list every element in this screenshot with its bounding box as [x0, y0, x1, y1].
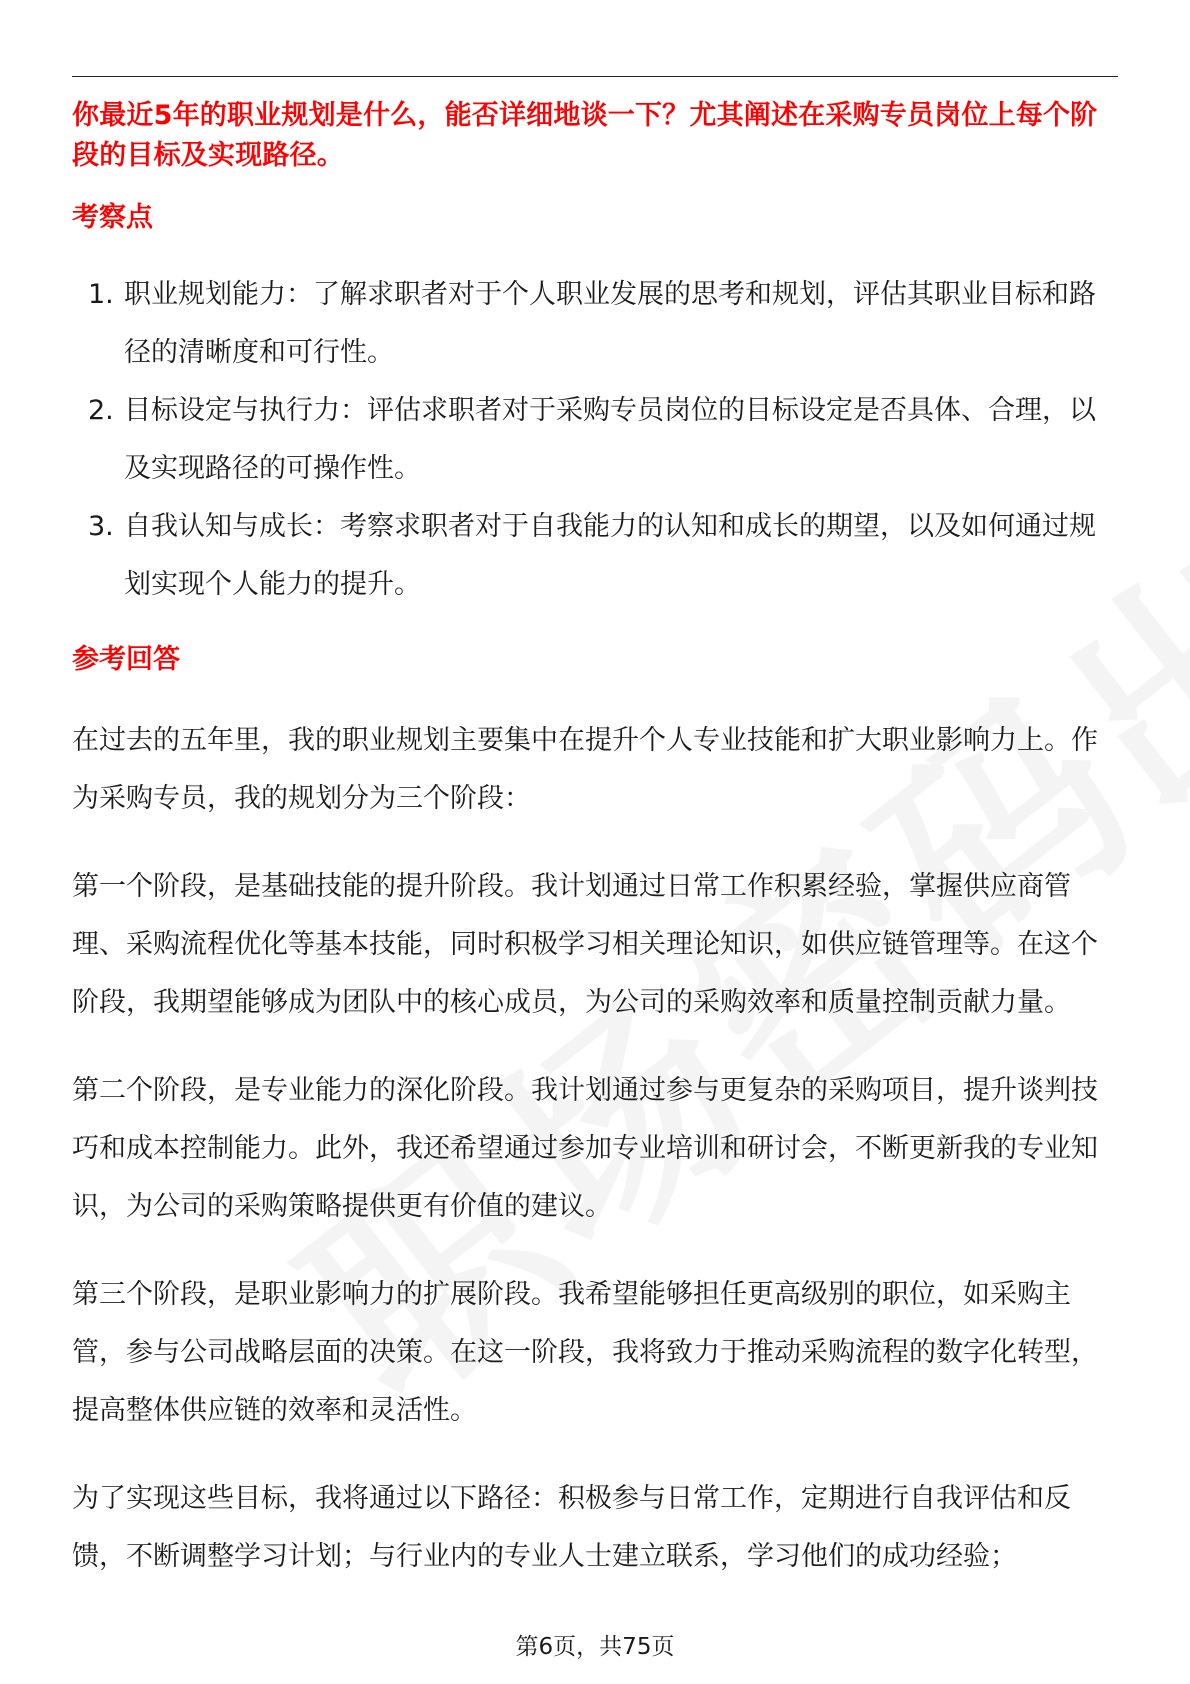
answer-paragraph: 第二个阶段，是专业能力的深化阶段。我计划通过参与更复杂的采购项目，提升谈判技巧和成本控制能力。此外，我还希望通过参加专业培训和研讨会，不断更新我的专业知识，为公司的采购策略提供更有价值的建议。 [72, 1075, 1098, 1222]
assessment-points-list [72, 266, 1118, 614]
assessment-point [72, 498, 1118, 614]
answer-section-title: 参考回答 [72, 644, 180, 675]
point-number: 1. [88, 279, 114, 310]
answer-paragraph: 第三个阶段，是职业影响力的扩展阶段。我希望能够担任更高级别的职位，如采购主管，参与公司战略层面的决策。在这一阶段，我将致力于推动采购流程的数字化转型，提高整体供应链的效率和灵活性。 [72, 1279, 1098, 1426]
answer-paragraph: 第一个阶段，是基础技能的提升阶段。我计划通过日常工作积累经验，掌握供应商管理、采购流程优化等基本技能，同时积极学习相关理论知识，如供应链管理等。在这个阶段，我期望能够成为团队中的核心成员，为公司的采购效率和质量控制贡献力量。 [72, 871, 1098, 1018]
top-divider [72, 76, 1118, 77]
point-text: 职业规划能力：了解求职者对于个人职业发展的思考和规划，评估其职业目标和路径的清晰度和可行性。 [124, 279, 1096, 368]
answer-paragraph: 为了实现这些目标，我将通过以下路径：积极参与日常工作，定期进行自我评估和反馈，不断调整学习计划；与行业内的专业人士建立联系，学习他们的成功经验； [72, 1483, 1071, 1572]
assessment-section-title: 考察点 [72, 202, 153, 233]
assessment-point [72, 382, 1118, 498]
answer-body [72, 712, 1118, 1586]
answer-paragraph: 在过去的五年里，我的职业规划主要集中在提升个人专业技能和扩大职业影响力上。作为采购专员，我的规划分为三个阶段： [72, 725, 1098, 814]
page-number-footer: 第6页，共75页 [515, 1634, 675, 1660]
point-number: 2. [88, 395, 114, 426]
point-number: 3. [88, 511, 114, 542]
question-heading: 你最近5年的职业规划是什么，能否详细地谈一下？尤其阐述在采购专员岗位上每个阶段的目标及实现路径。 [72, 100, 1098, 171]
point-text: 目标设定与执行力：评估求职者对于采购专员岗位的目标设定是否具体、合理，以及实现路径的可操作性。 [124, 395, 1096, 484]
assessment-point [72, 266, 1118, 382]
point-text: 自我认知与成长：考察求职者对于自我能力的认知和成长的期望，以及如何通过规划实现个人能力的提升。 [124, 511, 1096, 600]
page-content [72, 96, 1118, 1616]
